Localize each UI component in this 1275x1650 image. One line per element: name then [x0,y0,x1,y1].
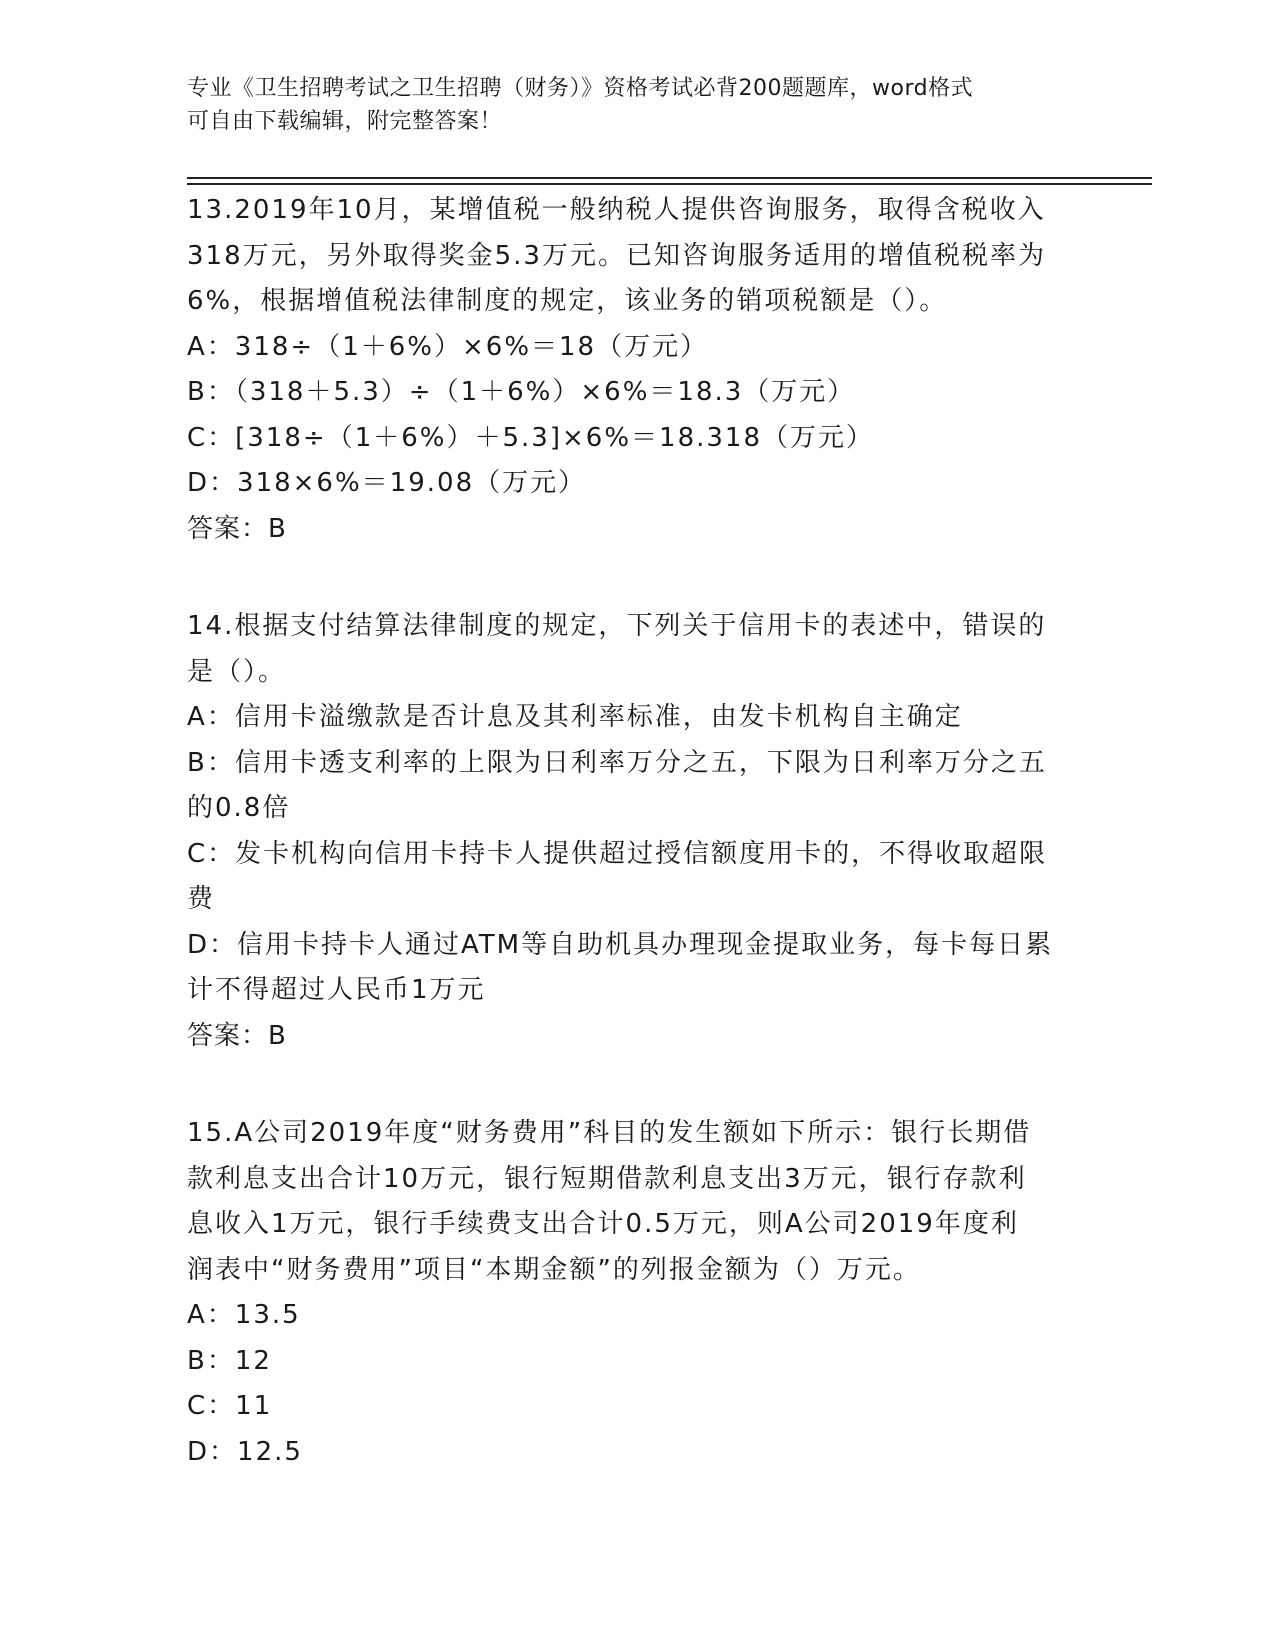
option-c: C：11 [187,1391,273,1421]
option-c: C：[318÷（1＋6%）＋5.3]×6%＝18.318（万元） [187,422,874,453]
option-a: A：318÷（1＋6%）×6%＝18（万元） [187,331,709,362]
option-d: D：12.5 [187,1436,303,1467]
question-stem-line: 是（）。 [187,656,287,687]
question-stem-line: 13.2019年10月，某增值税一般纳税人提供咨询服务，取得含税收入 [187,195,1046,225]
option-a: A：信用卡溢缴款是否计息及其利率标准，由发卡机构自主确定 [187,702,963,732]
option-b: B：信用卡透支利率的上限为日利率万分之五，下限为日利率万分之五 [187,747,1047,778]
question-14 [187,604,1087,1059]
question-list [187,188,1087,1527]
header-divider [187,183,1152,185]
header-line: 专业《卫生招聘考试之卫生招聘（财务）》资格考试必背200题题库，word格式 [187,76,974,101]
question-13 [187,188,1087,552]
answer-label: 答案：B [187,1020,287,1051]
option-b: B：12 [187,1345,272,1376]
option-c-continued: 费 [187,884,216,914]
option-b: B：（318＋5.3）÷（1＋6%）×6%＝18.3（万元） [187,377,856,407]
question-stem-line: 6%，根据增值税法律制度的规定，该业务的销项税额是（）。 [187,286,948,316]
option-d: D：318×6%＝19.08（万元） [187,468,587,498]
question-stem-line: 15.A公司2019年度“财务费用”科目的发生额如下所示：银行长期借 [187,1118,1032,1148]
option-c: C：发卡机构向信用卡持卡人提供超过授信额度用卡的，不得收取超限 [187,838,1048,869]
header-line: 可自由下载编辑，附完整答案！ [187,109,503,134]
option-d-continued: 计不得超过人民币1万元 [187,975,486,1005]
option-b-continued: 的0.8倍 [187,793,291,823]
option-d: D：信用卡持卡人通过ATM等自助机具办理现金提取业务，每卡每日累 [187,929,1054,960]
option-a: A：13.5 [187,1300,301,1330]
question-stem-line: 润表中“财务费用”项目“本期金额”的列报金额为（）万元。 [187,1254,921,1285]
question-stem-line: 息收入1万元，银行手续费支出合计0.5万元，则A公司2019年度利 [187,1209,1019,1239]
document-header [187,72,1067,138]
question-15 [187,1111,1087,1475]
question-stem-line: 318万元，另外取得奖金5.3万元。已知咨询服务适用的增值税税率为 [187,240,1046,271]
answer-label: 答案：B [187,513,287,544]
header-divider [187,177,1152,179]
question-stem-line: 14.根据支付结算法律制度的规定，下列关于信用卡的表述中，错误的 [187,611,1047,641]
question-stem-line: 款利息支出合计10万元，银行短期借款利息支出3万元，银行存款利 [187,1163,1027,1194]
